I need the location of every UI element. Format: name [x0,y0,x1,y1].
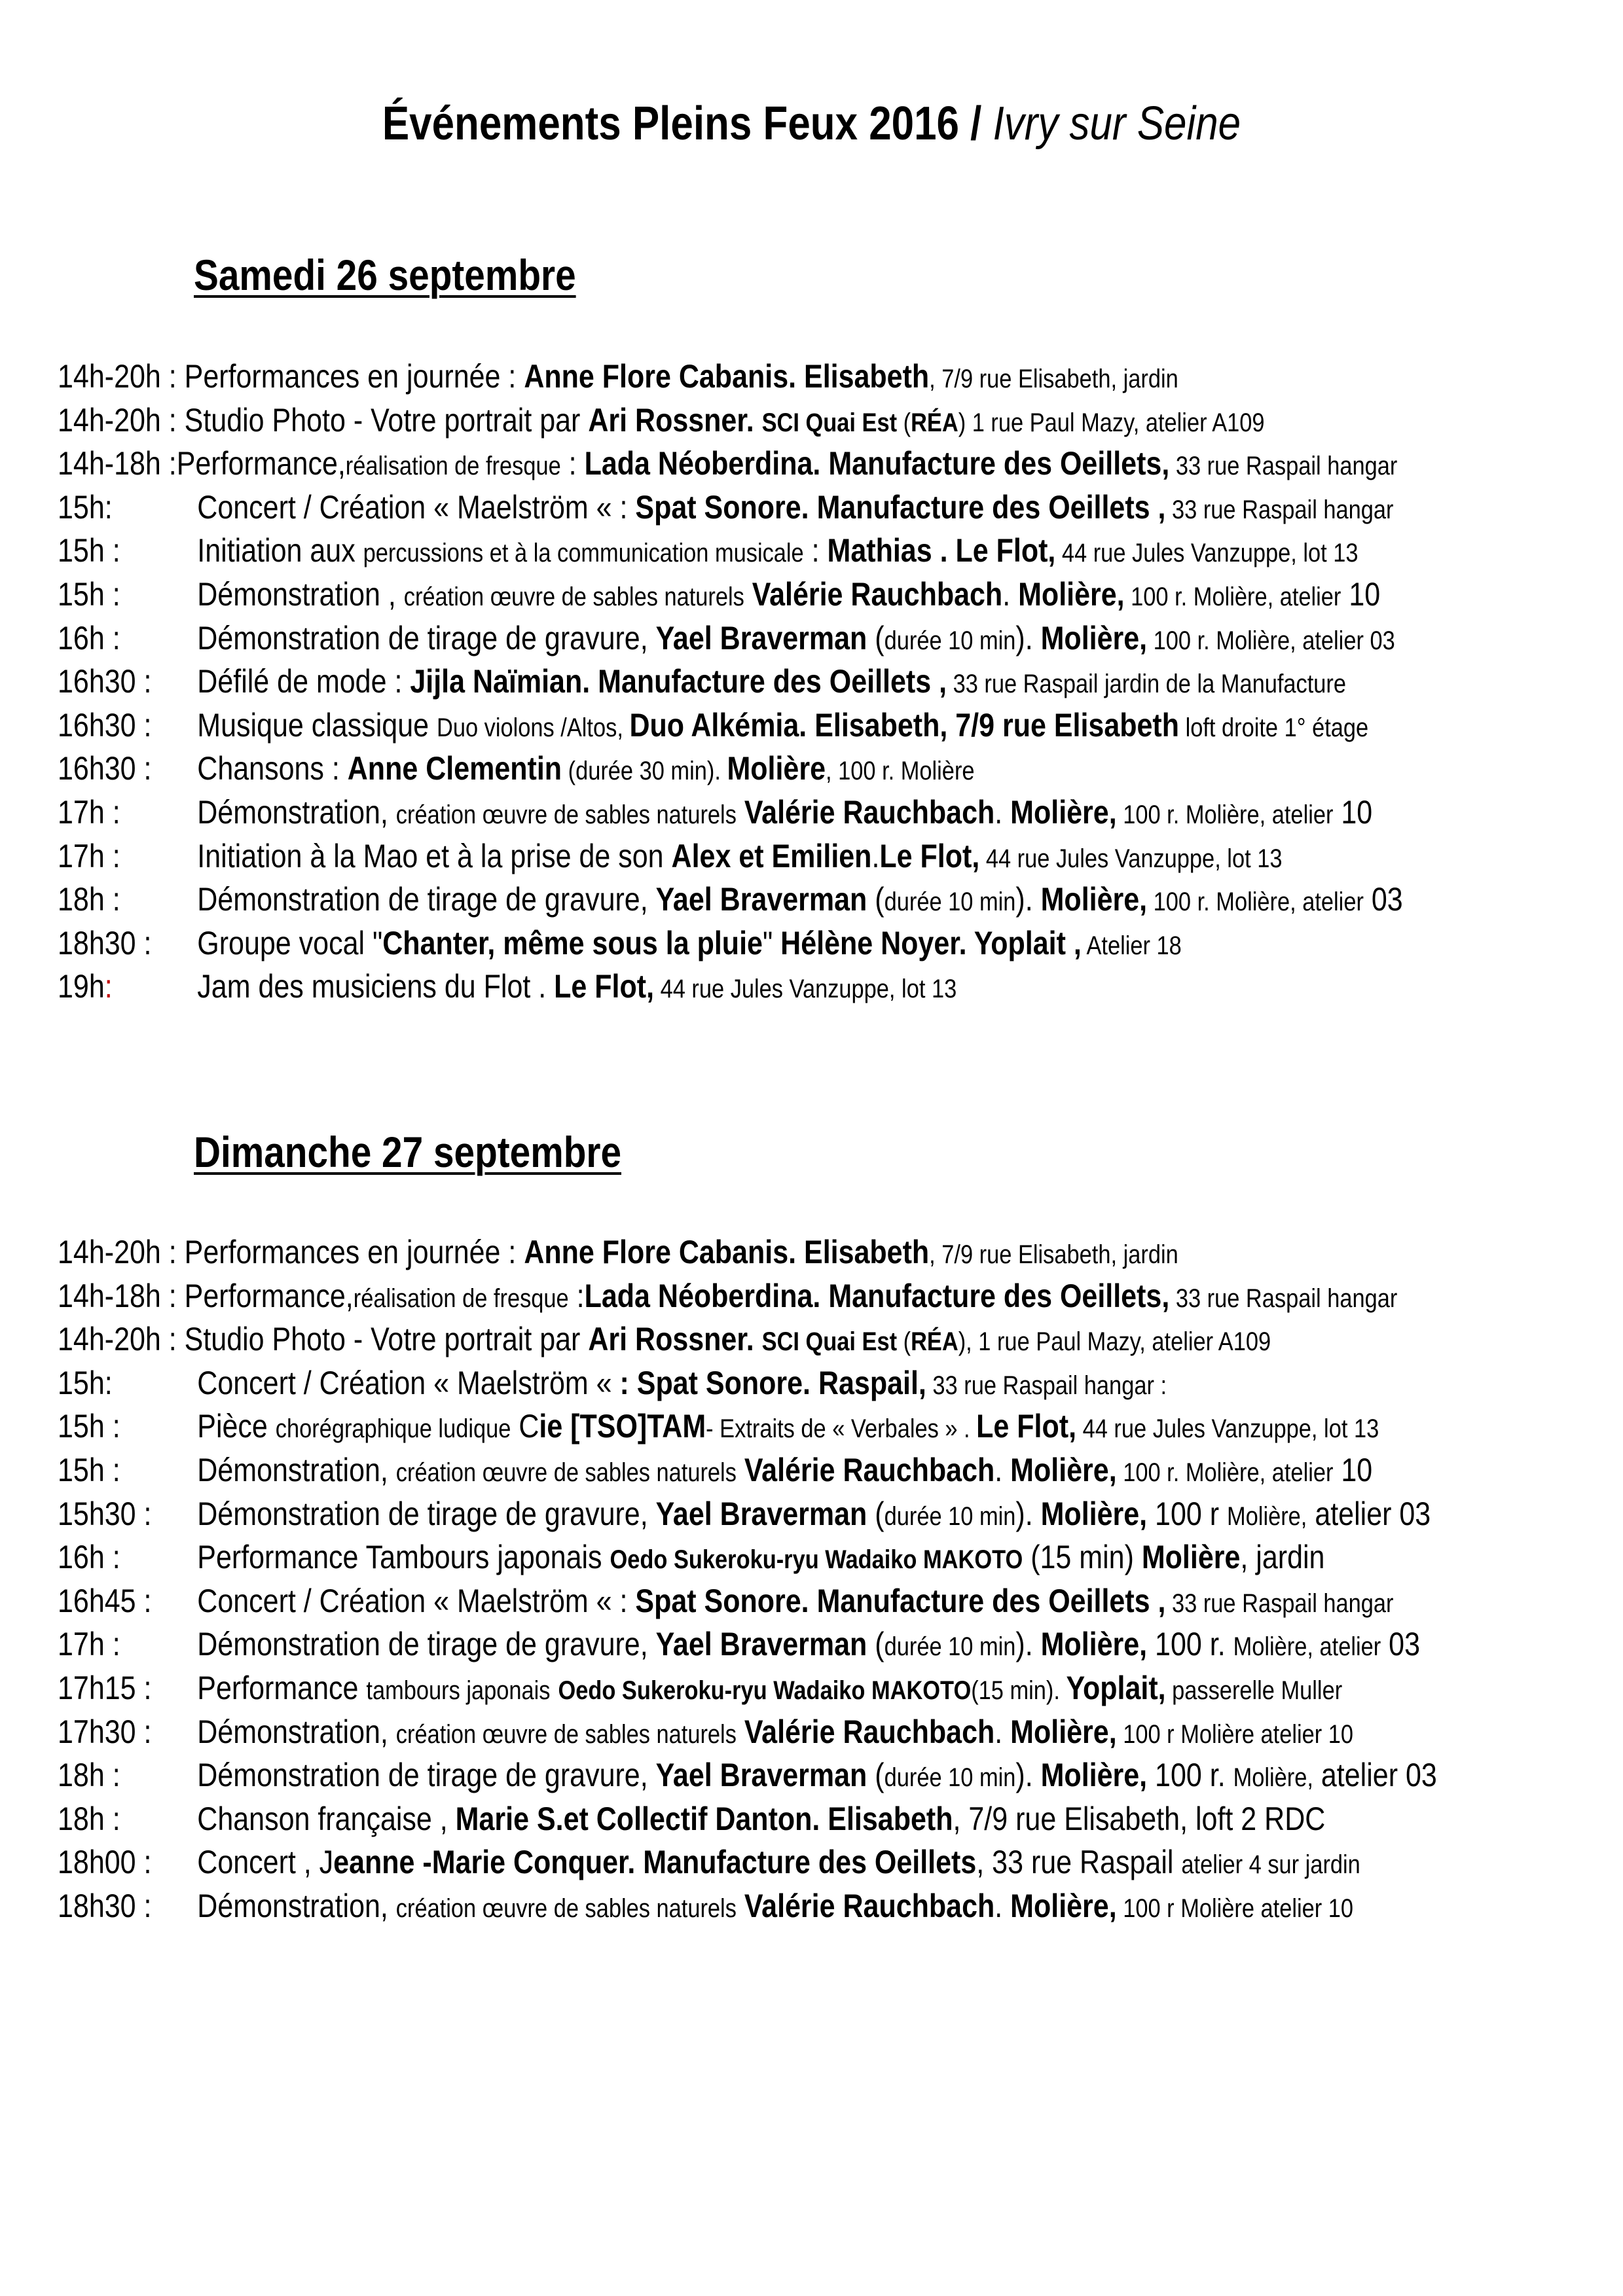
entry-text-segment: (durée 30 min). [562,757,727,786]
entry-text-segment: Molière atelier 10 [1180,1719,1354,1749]
entry-time [58,1884,197,1928]
entry-bold-text: Molière, [1040,1757,1148,1794]
entry-text [58,573,1380,619]
entry-text-segment: Concert , J [197,1844,334,1881]
schedule-entry [58,486,1603,529]
entry-bold-text: Le Flot, [879,837,980,874]
entry-text-segment: passerelle Muller [1165,1676,1343,1705]
entry-text [58,617,1395,663]
entry-text-segment: 33 rue Raspail hangar [1165,1588,1394,1618]
entry-text-segment: tambours japonais [366,1676,551,1705]
entry-bold-text: Duo Alkémia. Elisabeth, 7/9 rue Elisabeth [629,706,1180,744]
entry-time [58,922,197,965]
schedule-entry [58,1318,1603,1361]
entry-text-segment: Démonstration de tirage de gravure, [197,881,656,918]
entry-text [58,1405,1379,1451]
entry-bold-text: RÉA [911,408,958,437]
entry-text-segment: 33 rue Raspail hangar : [926,1371,1167,1400]
entry-bold-text: Valérie Rauchbach [744,1713,995,1750]
entry-text-segment: 100 r. Molière, atelier [1116,800,1334,829]
entry-time-value: 15h : [58,1451,120,1488]
entry-bold-text: Molière, [1010,1887,1117,1924]
entry-time [58,529,197,573]
entry-bold-text: Molière, [1010,1713,1117,1750]
entry-time [58,1797,197,1841]
entry-time [58,1623,197,1666]
entry-bold-text: Molière, [1040,619,1148,656]
entry-text-segment: 33 rue Raspail hangar [1169,1283,1398,1313]
entry-time [58,486,197,529]
entry-text-segment: atelier 4 sur jardin [1181,1850,1360,1880]
entry-text-segment: 14h-18h : Performance, [58,1277,354,1314]
entry-time [58,1840,197,1884]
entry-bold-text: Valérie Rauchbach [744,793,995,831]
entry-time-value: 17h30 : [58,1713,152,1750]
entry-text [58,529,1359,575]
entry-bold-text: Molière, [1010,1451,1117,1488]
entry-text-segment: Performance Tambours japonais [197,1539,610,1576]
entry-text-segment: Duo violons /Altos, [436,713,630,742]
entry-text-segment [737,794,744,831]
entry-time-value: 16h30 : [58,706,152,744]
schedule-entry [58,442,1603,486]
entry-time [58,791,197,834]
entry-time [58,1579,197,1623]
entry-text-segment: Molière, [1233,1763,1313,1793]
document-title [114,97,1510,151]
entry-text-segment: Chansons : [197,750,348,787]
entry-bold-text: ie [TSO]TAM [539,1408,706,1445]
entry-bold-text: Yael Braverman [655,881,867,918]
schedule-entry [58,1361,1603,1405]
entry-bold-text: Molière, [1040,1495,1148,1532]
entry-text-segment: création œuvre de sables naturels [403,582,744,611]
schedule-entry [58,965,1603,1009]
entry-text-segment: Démonstration, [197,1713,396,1750]
entry-text-segment: Démonstration, [197,1451,396,1488]
entry-text [58,442,1397,488]
schedule-entry [58,1274,1603,1318]
schedule-entry [58,1710,1603,1754]
entry-time-value: 18h : [58,1800,120,1837]
entry-text-segment: 100 r. [1147,888,1216,917]
schedule-entry [58,704,1603,747]
entry-time [58,1710,197,1754]
entry-bold-text: Chanter, même sous la pluie [382,924,763,961]
entry-time-value: 16h45 : [58,1582,152,1619]
entry-bold-text: Yael Braverman [655,619,867,656]
entry-bold-text: Valérie Rauchbach [744,1451,995,1488]
entry-bold-text: Oedo Sukeroku-ryu Wadaiko MAKOTO [610,1545,1023,1575]
title-place: Ivry sur Seine [993,98,1241,150]
entry-bold-text: Yael Braverman [655,1626,867,1663]
entry-text-segment: ( [867,881,884,918]
entry-text-segment: Atelier 18 [1081,931,1182,960]
entry-text-segment: . [871,837,880,874]
entry-text-segment [737,1713,744,1750]
title-separator: / [958,98,993,150]
entry-text-segment: 44 rue Jules Vanzuppe, lot 13 [979,844,1283,873]
entry-text-segment: réalisation de fresque [345,452,561,481]
entry-text-segment: 14h-20h : Studio Photo - Votre portrait par [58,1321,589,1358]
entry-text-segment: création œuvre de sables naturels [395,800,737,829]
entry-text-segment: Démonstration de tirage de gravure, [197,1757,656,1794]
entry-text [58,1448,1372,1495]
entry-text [58,660,1346,706]
entry-text-segment: , 7/9 rue Elisabeth, loft 2 RDC [953,1800,1326,1837]
entry-text-segment: Molière, [1227,1501,1307,1531]
schedule-entry [58,791,1603,834]
entry-text [58,1884,1353,1931]
entry-text-segment: durée 10 min [884,1501,1016,1531]
entry-text-segment: 14h-18h :Performance, [58,445,346,482]
entry-text-segment: 03 [1363,881,1403,918]
entry-text-segment: ). [1015,881,1041,918]
schedule-entry [58,834,1603,878]
entry-text [58,486,1394,532]
schedule-entry [58,1840,1603,1884]
entry-bold-text: Oedo Sukeroku-ryu Wadaiko MAKOTO [558,1676,972,1705]
entry-text [58,834,1282,881]
entry-time-value: 18h30 : [58,924,152,961]
entry-bold-text: Valérie Rauchbach [744,1887,995,1924]
entry-text-segment: ( [867,1495,884,1532]
entry-text [58,704,1368,750]
entry-text [58,965,957,1011]
entry-text-segment: . [994,1713,1011,1750]
schedule-entry [58,1753,1603,1797]
entry-text-segment: 44 rue Jules Vanzuppe, lot 13 [654,975,957,1004]
entry-text [58,1753,1437,1800]
entry-text-segment: 14h-20h : Performances en journée : [58,358,524,395]
entry-text-segment: , 7/9 rue Elisabeth, jardin [929,365,1178,393]
day-heading-sunday: Dimanche 27 septembre [194,1128,622,1176]
entry-text-segment: Performance [197,1669,367,1706]
entry-text-segment: Concert / Création « Maelström « [197,1364,620,1401]
entry-text-segment: : [803,532,828,569]
entry-time-value: 18h : [58,881,120,918]
entry-text-segment: création œuvre de sables naturels [395,1458,737,1487]
entry-time [58,1361,197,1405]
entry-text-segment: ). [1015,1495,1041,1532]
entry-bold-text: Yoplait, [1066,1669,1166,1706]
schedule-entry [58,573,1603,617]
entry-text-segment: Démonstration de tirage de gravure, [197,1495,656,1532]
entry-bold-text: Anne Flore Cabanis. Elisabeth [524,1234,930,1270]
schedule-entry [58,1230,1603,1274]
entry-text-segment: réalisation de fresque [353,1283,569,1313]
entry-text-segment: ). [1015,1626,1041,1663]
entry-time-value: 15h30 : [58,1495,152,1532]
entry-text-segment: Démonstration , [197,575,404,613]
entry-text-segment: Molière, atelier [1233,1632,1381,1662]
entry-text-segment: : [568,1277,585,1314]
entry-bold-text: RÉA [911,1327,958,1357]
entry-time-value: 17h : [58,837,120,874]
entry-text-segment: 10 [1333,1451,1373,1488]
entry-text-segment: Démonstration, [197,793,396,831]
entry-time-value: 16h : [58,1539,120,1576]
entry-text-segment: Pièce [197,1408,276,1445]
schedule-entry [58,1884,1603,1928]
entry-time-value: 15h : [58,1408,120,1445]
entry-text [58,1274,1397,1321]
entry-bold-text: SCI Quai Est [761,408,898,437]
schedule-entry [58,1448,1603,1492]
entry-text [58,1840,1360,1887]
entry-text [58,1797,1325,1841]
entry-bold-text: Lada Néoberdina. Manufacture des Oeillets, [584,445,1170,482]
entry-text-segment: ). [1015,619,1041,656]
entry-text-segment: ( [867,1757,884,1794]
entry-text-segment: loft droite 1° étage [1179,713,1369,742]
entry-time-value: 16h30 : [58,663,152,700]
entry-text [58,922,1182,968]
entry-text [58,1318,1271,1364]
entry-time [58,704,197,747]
entry-time [58,573,197,617]
entry-text-segment: Molière, atelier 03 [1216,626,1395,655]
entry-text-segment: chorégraphique ludique [275,1414,511,1444]
entry-bold-text: eanne -Marie Conquer. Manufacture des Oeillets [333,1844,977,1881]
entry-text-segment: Concert / Création « Maelström « : [197,1582,636,1619]
entry-time [58,660,197,704]
entry-bold-text: Anne Clementin [347,750,562,787]
entry-time-value: 16h30 : [58,750,152,787]
schedule-entry [58,1623,1603,1666]
entry-text-segment: " [762,924,781,961]
entry-time-accent: : [104,968,113,1005]
entry-text-segment: 14h-20h : Studio Photo - Votre portrait par [58,401,589,439]
entry-time-value: 15h : [58,532,120,569]
entry-text [58,1579,1394,1626]
entry-text-segment: , jardin [1240,1539,1325,1576]
entry-text-segment: Défilé de mode : [197,663,410,700]
entry-text-segment: 14h-20h : Performances en journée : [58,1234,524,1270]
entry-text-segment: , 33 rue Raspail [976,1844,1182,1881]
entry-time-value: 18h00 : [58,1844,152,1881]
entry-text-segment: Molière atelier 10 [1180,1893,1354,1923]
entry-bold-text: Alex et Emilien [671,837,872,874]
entry-time-value: 19h [58,968,105,1005]
entry-text-segment: ( [897,408,911,437]
entry-text-segment: 100 r [1116,1719,1181,1749]
entry-text-segment [754,1321,762,1357]
entry-time [58,965,197,1009]
entry-text-segment: 33 rue Raspail hangar [1165,495,1394,524]
entry-bold-text: Molière, [1040,1626,1148,1663]
entry-text [58,1535,1324,1582]
entry-text-segment: 100 r. [1147,626,1216,655]
entry-text-segment: 100 r [1147,1495,1228,1532]
day-heading-saturday: Samedi 26 septembre [194,251,576,299]
schedule-entry [58,922,1603,965]
entry-text-segment: Chanson française , [197,1800,456,1837]
entry-text-segment: ). [1015,1757,1041,1794]
schedule-entry [58,660,1603,704]
schedule-entry [58,399,1603,442]
schedule-list-sunday [58,1230,1603,1928]
schedule-entry [58,878,1603,922]
entry-bold-text: Ari Rossner. [588,1321,754,1358]
entry-bold-text: Molière [1141,1539,1241,1576]
entry-text-segment: , 100 r. Molière [825,757,975,786]
entry-time [58,747,197,791]
entry-bold-text: Ari Rossner. [588,401,762,439]
entry-text-segment: 33 rue Raspail jardin de la Manufacture [947,670,1347,699]
entry-bold-text: Spat Sonore. Manufacture des Oeillets , [635,488,1166,526]
entry-text-segment: C [511,1408,539,1445]
entry-bold-text: Molière [727,750,826,787]
entry-text-segment: ) 1 rue Paul Mazy, atelier A109 [958,408,1265,437]
entry-text [58,1361,1167,1408]
entry-time-value: 18h30 : [58,1887,152,1924]
entry-text [58,1623,1420,1669]
entry-time [58,1535,197,1579]
entry-text-segment [737,1888,744,1924]
entry-text-segment: 100 r. [1147,1757,1233,1794]
entry-text-segment: 100 r [1116,1893,1181,1923]
entry-text-segment: durée 10 min [884,888,1016,917]
entry-time-value: 15h: [58,1364,113,1401]
schedule-entry [58,617,1603,660]
entry-text-segment: atelier 03 [1307,1495,1431,1532]
entry-text [58,1230,1178,1277]
entry-text-segment: 03 [1381,1626,1420,1663]
schedule-entry [58,747,1603,791]
entry-text-segment: : [560,445,585,482]
entry-text-segment: Démonstration de tirage de gravure, [197,619,656,656]
entry-text-segment: . [994,793,1011,831]
entry-text-segment [737,1452,744,1488]
entry-bold-text: Lada Néoberdina. Manufacture des Oeillets, [584,1277,1170,1314]
entry-bold-text: Mathias . Le Flot, [827,532,1056,569]
schedule-entry [58,1666,1603,1710]
entry-text-segment [550,1670,558,1706]
entry-text [58,747,975,793]
entry-text-segment: 100 r. Molière, atelier [1124,582,1341,611]
entry-text-segment: 10 [1333,793,1373,831]
entry-text [58,878,1403,924]
entry-text-segment: 100 r. Molière, atelier [1116,1458,1334,1487]
entry-text-segment: Groupe vocal " [197,924,383,961]
entry-text-segment: (15 min) [1023,1539,1142,1576]
entry-text [58,355,1178,401]
entry-text-segment: Initiation aux [197,532,363,569]
entry-time [58,1666,197,1710]
entry-text-segment: Musique classique [197,706,437,744]
entry-text [58,1710,1353,1757]
entry-text-segment [744,576,752,613]
entry-bold-text: Molière, [1040,881,1148,918]
entry-bold-text: Anne Flore Cabanis. Elisabeth [524,358,930,395]
entry-text-segment: Démonstration de tirage de gravure, [197,1626,656,1663]
entry-text-segment: durée 10 min [884,1632,1016,1662]
schedule-entry [58,1579,1603,1623]
entry-text-segment: ( [867,619,884,656]
entry-time [58,878,197,922]
entry-text-segment: , 7/9 rue Elisabeth, jardin [929,1240,1178,1269]
entry-bold-text: Marie S.et Collectif Danton. Elisabeth [455,1800,953,1837]
entry-time-value: 17h : [58,1626,120,1663]
entry-text-segment: 44 rue Jules Vanzuppe, lot 13 [1076,1414,1379,1444]
entry-time [58,1753,197,1797]
entry-time-value: 18h : [58,1757,120,1794]
entry-bold-text: Yael Braverman [655,1495,867,1532]
entry-text [58,1492,1431,1539]
schedule-list-saturday [58,355,1603,1009]
entry-time-value: 17h15 : [58,1669,152,1706]
entry-bold-text: Molière, [1010,793,1117,831]
entry-text-segment: 10 [1341,575,1381,613]
schedule-entry [58,1797,1603,1841]
entry-text-segment: (15 min). [971,1676,1067,1705]
schedule-entry [58,1405,1603,1448]
entry-text-segment: ( [867,1626,884,1663]
entry-text-segment: atelier 03 [1313,1757,1437,1794]
entry-time [58,1492,197,1536]
entry-bold-text: Hélène Noyer. Yoplait , [780,924,1082,961]
entry-time [58,1405,197,1448]
entry-time [58,834,197,878]
entry-text-segment: 44 rue Jules Vanzuppe, lot 13 [1055,539,1359,568]
schedule-entry [58,355,1603,399]
title-main: Événements Pleins Feux 2016 [382,98,959,150]
entry-time [58,617,197,660]
entry-text-segment: Démonstration, [197,1887,396,1924]
entry-time-value: 15h: [58,488,113,526]
entry-text-segment: durée 10 min [884,1763,1016,1793]
entry-text-segment: . [994,1887,1011,1924]
entry-text-segment: Concert / Création « Maelström « : [197,488,636,526]
entry-text-segment: ( [897,1327,911,1357]
schedule-entry [58,529,1603,573]
entry-bold-text: Le Flot, [554,968,655,1005]
entry-text-segment: . [1002,575,1019,613]
entry-text-segment: Jam des musiciens du Flot . [197,968,555,1005]
entry-bold-text: Spat Sonore. Manufacture des Oeillets , [635,1582,1166,1619]
entry-text-segment: ), 1 rue Paul Mazy, atelier A109 [958,1327,1271,1357]
entry-text-segment: durée 10 min [884,626,1016,655]
entry-text-segment: 100 r. [1147,1626,1233,1663]
entry-text-segment: création œuvre de sables naturels [395,1893,737,1923]
entry-text-segment: Initiation à la Mao et à la prise de son [197,837,672,874]
entry-time-value: 17h : [58,793,120,831]
entry-time-value: 16h : [58,619,120,656]
entry-bold-text: Valérie Rauchbach [752,575,1003,613]
entry-text [58,399,1265,445]
entry-text [58,1666,1342,1713]
entry-text-segment: création œuvre de sables naturels [395,1719,737,1749]
entry-bold-text: Jijla Naïmian. Manufacture des Oeillets , [410,663,947,700]
entry-bold-text: : Spat Sonore. Raspail, [619,1364,926,1401]
entry-text-segment: percussions et à la communication musicale [363,539,804,568]
entry-text [58,791,1372,837]
entry-time-value: 15h : [58,575,120,613]
entry-bold-text: Le Flot, [976,1408,1077,1445]
entry-text-segment: . [994,1451,1011,1488]
schedule-entry [58,1535,1603,1579]
entry-text-segment: 33 rue Raspail hangar [1169,452,1398,481]
entry-bold-text: Molière, [1018,575,1125,613]
entry-text-segment: - Extraits de « Verbales » . [706,1414,977,1444]
entry-bold-text: SCI Quai Est [761,1327,898,1357]
schedule-entry [58,1492,1603,1536]
entry-text-segment: Molière, atelier [1216,888,1364,917]
entry-time [58,1448,197,1492]
entry-bold-text: Yael Braverman [655,1757,867,1794]
